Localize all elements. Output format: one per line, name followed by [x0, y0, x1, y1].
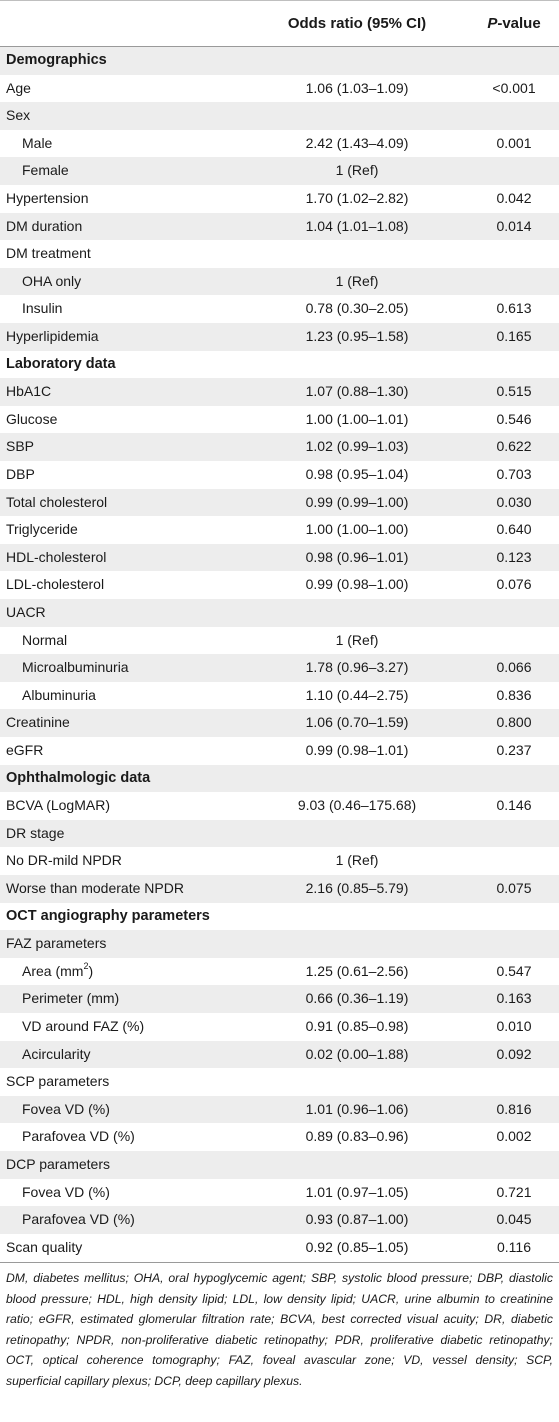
section-row: [0, 351, 559, 379]
p-value-cell: 0.546: [496, 410, 532, 427]
row-label-text: Parafovea VD (%): [22, 1211, 135, 1228]
row-label-text: Scan quality: [6, 1238, 83, 1255]
row-label-suffix: ): [88, 962, 94, 979]
odds-ratio-cell: 1.00 (1.00–1.01): [305, 410, 409, 427]
row-label: [6, 240, 91, 268]
row-label-text: Insulin: [22, 300, 63, 317]
row-label-superscript: 2: [83, 961, 89, 972]
p-value-cell: 0.075: [496, 880, 532, 896]
table-bottom-rule: [0, 1262, 559, 1263]
p-value-cell: 0.123: [496, 548, 532, 565]
header-p-rest: -value: [497, 15, 541, 32]
row-label: [6, 516, 78, 544]
odds-ratio-cell: 0.98 (0.95–1.04): [305, 466, 409, 482]
table-row: [0, 516, 559, 544]
table-row: [0, 544, 559, 572]
odds-ratio-cell: 0.99 (0.98–1.00): [305, 576, 409, 593]
table-row: [0, 1096, 559, 1124]
p-value-cell: 0.116: [497, 1238, 531, 1255]
odds-ratio-cell: 1.01 (0.97–1.05): [305, 1183, 409, 1200]
p-value-cell: 0.066: [496, 659, 532, 676]
row-label-text: Glucose: [6, 410, 58, 427]
table-row: [0, 654, 559, 682]
odds-ratio-cell: 1 (Ref): [335, 852, 379, 869]
row-label-text: Total cholesterol: [6, 493, 108, 510]
row-label-text: Sex: [6, 107, 31, 124]
p-value-cell: 0.042: [496, 190, 532, 206]
table-row: [0, 378, 559, 406]
row-label-text: Laboratory data: [6, 355, 116, 372]
row-label-text: DCP parameters: [6, 1156, 111, 1172]
section-heading: [6, 765, 150, 793]
section-row: [0, 903, 559, 931]
table-row: [0, 737, 559, 765]
p-value-cell: 0.002: [496, 1128, 532, 1145]
table-row: [0, 682, 559, 710]
odds-ratio-cell: 2.42 (1.43–4.09): [305, 134, 409, 151]
odds-ratio-cell: 1.06 (0.70–1.59): [305, 714, 409, 731]
table-row: [0, 627, 559, 655]
row-label-text: Female: [22, 162, 69, 179]
table-row: [0, 1151, 559, 1179]
table-row: [0, 820, 559, 848]
table-row: [0, 489, 559, 517]
p-value-cell: <0.001: [492, 79, 536, 96]
table-row: [0, 599, 559, 627]
odds-ratio-cell: 2.16 (0.85–5.79): [305, 880, 409, 896]
row-label-text: Triglyceride: [6, 521, 78, 538]
odds-ratio-cell: 0.98 (0.96–1.01): [305, 548, 409, 565]
table-row: [0, 958, 559, 986]
row-label: [6, 544, 106, 572]
table-row: [0, 157, 559, 185]
row-label: [22, 268, 81, 296]
row-label-text: VD around FAZ (%): [22, 1018, 145, 1034]
row-label: [6, 1068, 109, 1096]
row-label-text: Microalbuminuria: [22, 659, 129, 676]
row-label-text: HDL-cholesterol: [6, 548, 107, 565]
table-row: [0, 1068, 559, 1096]
table-header: [0, 0, 559, 47]
odds-ratio-cell: 0.78 (0.30–2.05): [305, 300, 409, 317]
p-value-cell: 0.010: [496, 1018, 532, 1034]
row-label: [22, 1041, 90, 1069]
row-label-text: Fovea VD (%): [22, 1183, 110, 1200]
p-value-cell: 0.146: [496, 797, 532, 814]
odds-ratio-cell: 1 (Ref): [335, 162, 379, 179]
row-label-text: Male: [22, 134, 53, 151]
row-label-text: Worse than moderate NPDR: [6, 880, 184, 896]
row-label: [6, 213, 82, 241]
row-label: [22, 958, 93, 986]
row-label-text: Fovea VD (%): [22, 1100, 110, 1117]
row-label: [22, 157, 69, 185]
table-row: [0, 571, 559, 599]
row-label-text: BCVA (LogMAR): [6, 797, 110, 814]
row-label: [22, 627, 67, 655]
row-label: [6, 406, 57, 434]
p-value-cell: 0.547: [496, 962, 532, 979]
table-footnote: DM, diabetes mellitus; OHA, oral hypoglycemic agent; SBP, systolic blood pressure; DBP, diastolic blood pressure; HDL, high density lipid; LDL, low density lipid; UACR, urine albumin to creatinine ratio; eGFR, estimated glomerular filtration rate; BCVA, best corrected visual acuity; DR, diabetic retinopathy; NPDR, non-proliferative diabetic retinopathy; PDR, proliferative diabetic retinopathy; OCT, optical coherence tomography; FAZ, foveal avascular zone; VD, vessel density; SCP, superficial capillary plexus; DCP, deep capillary plexus.: [6, 1271, 553, 1388]
table-row: [0, 268, 559, 296]
p-value-cell: 0.045: [496, 1211, 532, 1228]
row-label: [6, 489, 107, 517]
section-heading: [6, 47, 107, 75]
row-label-text: OHA only: [22, 272, 82, 289]
row-label-text: Acircularity: [22, 1045, 91, 1062]
row-label: [22, 1179, 110, 1207]
section-heading: [6, 903, 210, 931]
row-label-text: Ophthalmologic data: [6, 769, 151, 786]
table-row: [0, 406, 559, 434]
table-row: [0, 240, 559, 268]
p-value-cell: 0.001: [496, 134, 532, 151]
odds-ratio-cell: 0.02 (0.00–1.88): [305, 1045, 409, 1062]
table-row: [0, 1041, 559, 1069]
odds-ratio-cell: 1.70 (1.02–2.82): [305, 190, 409, 206]
odds-ratio-cell: 1.25 (0.61–2.56): [305, 962, 409, 979]
row-label: [6, 433, 34, 461]
p-value-cell: 0.640: [496, 521, 532, 538]
row-label: [22, 1123, 135, 1151]
odds-ratio-cell: 0.93 (0.87–1.00): [305, 1211, 409, 1228]
row-label: [22, 1096, 110, 1124]
odds-ratio-cell: 1.06 (1.03–1.09): [305, 79, 409, 96]
row-label-text: DBP: [6, 466, 35, 482]
row-label: [6, 323, 99, 351]
row-label-text: Perimeter (mm): [22, 990, 120, 1007]
table-row: [0, 433, 559, 461]
row-label-text: DM treatment: [6, 245, 91, 262]
row-label: [22, 682, 96, 710]
row-label-text: Creatinine: [6, 714, 70, 731]
row-label-text: No DR-mild NPDR: [6, 852, 122, 869]
table-row: [0, 130, 559, 158]
p-value-cell: 0.237: [496, 742, 532, 758]
odds-ratio-cell: 1.23 (0.95–1.58): [305, 328, 409, 344]
section-row: [0, 47, 559, 75]
row-label-text: SCP parameters: [6, 1073, 110, 1090]
row-label: [6, 102, 30, 130]
row-label: [6, 378, 51, 406]
table-row: [0, 875, 559, 903]
row-label: [6, 820, 64, 848]
row-label-text: Normal: [22, 631, 68, 648]
odds-ratio-cell: 1.01 (0.96–1.06): [305, 1100, 409, 1117]
row-label: [6, 1151, 110, 1179]
row-label-text: DM duration: [6, 217, 83, 234]
table-row: [0, 213, 559, 241]
p-value-cell: 0.163: [496, 990, 532, 1007]
row-label: [6, 1234, 82, 1262]
row-label-text: Age: [6, 79, 31, 96]
row-label-text: FAZ parameters: [6, 935, 107, 952]
section-row: [0, 765, 559, 793]
row-label: [6, 792, 110, 820]
row-label: [6, 930, 106, 958]
row-label-text: eGFR: [6, 742, 44, 758]
table-row: [0, 295, 559, 323]
table-row: [0, 792, 559, 820]
row-label: [6, 847, 122, 875]
row-label: [6, 185, 89, 213]
p-value-cell: 0.703: [496, 466, 532, 482]
table-row: [0, 102, 559, 130]
table-row: [0, 75, 559, 103]
table-row: [0, 985, 559, 1013]
p-value-cell: 0.014: [496, 217, 532, 234]
row-label-text: Area (mm: [22, 962, 84, 979]
row-label-text: Demographics: [6, 52, 107, 68]
row-label-text: SBP: [6, 438, 35, 455]
row-label-text: Albuminuria: [22, 686, 96, 703]
table-row: [0, 1234, 559, 1262]
table-row: [0, 1013, 559, 1041]
row-label: [22, 130, 52, 158]
row-label-text: HbA1C: [6, 383, 52, 400]
odds-ratio-cell: 1.02 (0.99–1.03): [305, 438, 409, 455]
table-row: [0, 185, 559, 213]
row-label-text: Hyperlipidemia: [6, 328, 99, 344]
section-heading: [6, 351, 116, 379]
p-value-cell: 0.515: [496, 383, 532, 400]
odds-ratio-cell: 9.03 (0.46–175.68): [297, 797, 417, 814]
odds-ratio-cell: 1 (Ref): [335, 272, 379, 289]
p-value-cell: 0.836: [496, 686, 532, 703]
odds-ratio-cell: 1.10 (0.44–2.75): [305, 686, 409, 703]
table-row: [0, 323, 559, 351]
table-row: [0, 1123, 559, 1151]
odds-ratio-cell: 0.99 (0.99–1.00): [305, 493, 409, 510]
odds-ratio-cell: 0.91 (0.85–0.98): [305, 1018, 409, 1034]
p-value-cell: 0.165: [496, 328, 532, 344]
odds-ratio-cell: 1.07 (0.88–1.30): [305, 383, 409, 400]
row-label: [22, 654, 129, 682]
table-row: [0, 1179, 559, 1207]
row-label: [6, 737, 43, 765]
row-label-text: LDL-cholesterol: [6, 576, 105, 593]
p-value-cell: 0.721: [496, 1183, 532, 1200]
row-label-text: OCT angiography parameters: [6, 907, 210, 924]
row-label: [6, 461, 35, 489]
header-p-value: [470, 15, 558, 32]
row-label-text: UACR: [6, 604, 46, 620]
p-value-cell: 0.092: [496, 1045, 532, 1062]
odds-ratio-cell: 0.99 (0.98–1.01): [305, 742, 409, 758]
row-label: [22, 1013, 144, 1041]
row-label: [6, 571, 104, 599]
odds-ratio-cell: 1 (Ref): [335, 631, 379, 648]
header-odds-ratio: Odds ratio (95% CI): [287, 15, 427, 32]
row-label-text: DR stage: [6, 824, 65, 841]
row-label: [22, 1206, 135, 1234]
odds-ratio-cell: 0.92 (0.85–1.05): [305, 1238, 409, 1255]
p-value-cell: 0.816: [496, 1100, 532, 1117]
header-p-italic: P: [487, 15, 498, 32]
row-label-text: Hypertension: [6, 190, 89, 206]
row-label-text: Parafovea VD (%): [22, 1128, 135, 1145]
p-value-cell: 0.622: [496, 438, 532, 455]
row-label: [22, 985, 119, 1013]
odds-ratio-cell: 1.00 (1.00–1.00): [305, 521, 409, 538]
row-label: [6, 875, 184, 903]
odds-ratio-cell: 0.66 (0.36–1.19): [305, 990, 409, 1007]
odds-ratio-cell: 0.89 (0.83–0.96): [305, 1128, 409, 1145]
row-label: [6, 75, 31, 103]
table-row: [0, 461, 559, 489]
row-label: [6, 709, 70, 737]
table-row: [0, 1206, 559, 1234]
row-label: [6, 599, 46, 627]
odds-ratio-cell: 1.04 (1.01–1.08): [305, 217, 409, 234]
table-row: [0, 930, 559, 958]
p-value-cell: 0.076: [496, 576, 532, 593]
p-value-cell: 0.800: [496, 714, 532, 731]
row-label: [22, 295, 62, 323]
odds-ratio-cell: 1.78 (0.96–3.27): [305, 659, 409, 676]
table-row: [0, 709, 559, 737]
p-value-cell: 0.613: [496, 300, 532, 317]
p-value-cell: 0.030: [496, 493, 532, 510]
table-row: [0, 847, 559, 875]
